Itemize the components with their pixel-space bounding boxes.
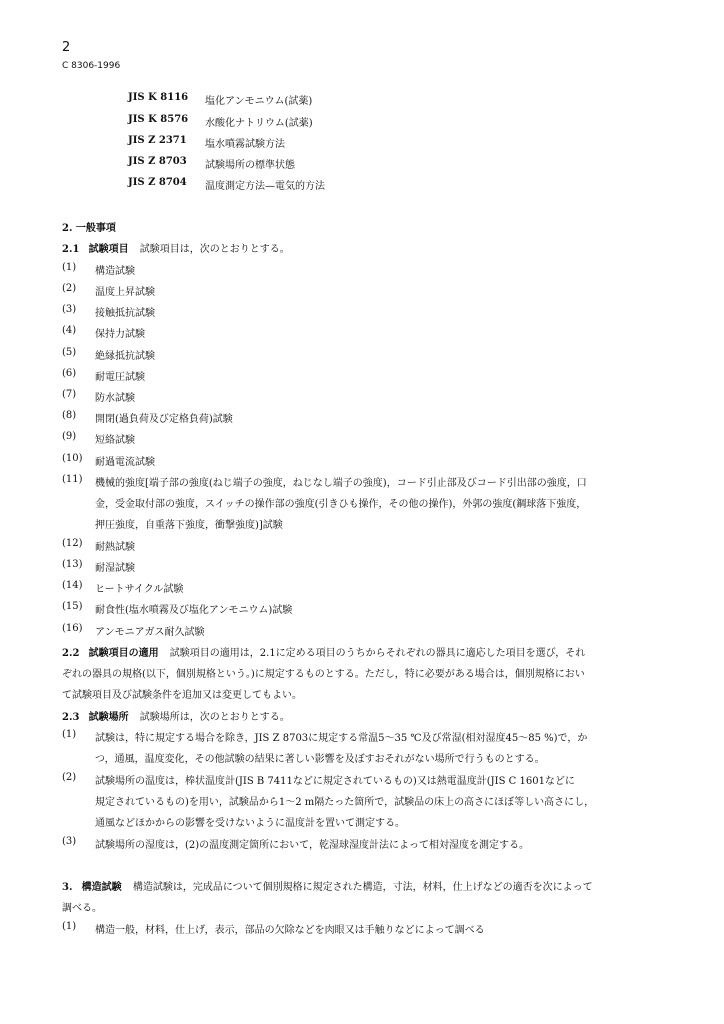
page-number: 2 xyxy=(62,40,71,55)
reference-title: 塩水噴霧試験方法 xyxy=(205,139,285,150)
list-item: 試験は，特に規定する場合を除き，JIS Z 8703に規定する常温5～35 ℃及び常湿(相対湿度45～85 %)で，か xyxy=(95,733,588,744)
list-item-number: (8) xyxy=(62,410,77,421)
list-item: 機械的強度[端子部の強度(ねじ端子の強度，ねじなし端子の強度)，コード引止部及びコード引出部の強度，口 xyxy=(95,478,587,489)
reference-code: JIS Z 2371 xyxy=(128,135,187,146)
list-item: 接触抵抗試験 xyxy=(95,308,155,319)
list-item: 保持力試験 xyxy=(95,329,145,340)
list-item: ヒートサイクル試験 xyxy=(95,584,184,595)
list-item-continuation: 金，受金取付部の強度，スイッチの操作部の強度(引きひも操作，その他の操作)，外郭の強度(鋼球落下強度， xyxy=(95,499,587,510)
list-item: アンモニアガス耐久試験 xyxy=(95,627,205,638)
list-item: 試験場所の温度は，棒状温度計(JIS B 7411などに規定されているもの)又は熱電温度計(JIS C 1601などに xyxy=(95,776,575,787)
clause-text: 試験項目は，次のとおりとする。 xyxy=(139,244,290,255)
list-item-number: (4) xyxy=(62,325,77,336)
clause-text: 試験項目の適用は，2.1に定める項目のうちからそれぞれの器具に適応した項目を選び，それ xyxy=(169,648,586,659)
list-item-continuation: つ，通風，温度変化，その他試験の結果に著しい影響を及ぼすおそれがない場所で行うものとする。 xyxy=(95,754,545,765)
list-item-number: (1) xyxy=(62,729,77,740)
list-item-number: (11) xyxy=(62,474,83,485)
reference-code: JIS Z 8704 xyxy=(128,177,187,188)
list-item-number: (2) xyxy=(62,283,77,294)
reference-title: 塩化アンモニウム(試薬) xyxy=(205,96,313,107)
clause-text: 試験場所は，次のとおりとする。 xyxy=(139,712,290,723)
list-item-number: (9) xyxy=(62,431,77,442)
clause-text-line: て試験項目及び試験条件を追加又は変更してもよい。 xyxy=(62,690,302,701)
list-item-number: (1) xyxy=(62,262,77,273)
list-item-number: (10) xyxy=(62,453,83,464)
list-item-number: (12) xyxy=(62,538,83,549)
list-item: 耐過電流試験 xyxy=(95,457,155,468)
list-item-continuation: 規定されているもの)を用い，試験品から1～2 m隔たった箇所で，試験品の床上の高さにほぼ等しい高さにし， xyxy=(95,797,595,808)
reference-title: 温度測定方法—電気的方法 xyxy=(205,181,325,192)
list-item-number: (6) xyxy=(62,368,77,379)
clause-title: 試験項目の適用 xyxy=(88,648,159,659)
list-item: 耐電圧試験 xyxy=(95,372,145,383)
section-text-line: 調べる。 xyxy=(62,903,102,914)
standard-number: C 8306-1996 xyxy=(62,61,121,71)
section-text: 構造試験は，完成品について個別規格に規定された構造，寸法，材料，仕上げなどの適否を次によって xyxy=(132,882,593,893)
list-item-number: (13) xyxy=(62,559,83,570)
clause-2-2 xyxy=(62,644,585,659)
reference-code: JIS K 8116 xyxy=(128,92,189,103)
list-item-number: (2) xyxy=(62,772,77,783)
section-3-heading xyxy=(62,878,593,893)
list-item-number: (14) xyxy=(62,580,83,591)
list-item: 耐熱試験 xyxy=(95,542,135,553)
section-2-heading: 2. 一般事項 xyxy=(62,223,116,234)
list-item: 耐食性(塩水噴霧及び塩化アンモニウム)試験 xyxy=(95,605,293,616)
clause-2-1 xyxy=(62,240,290,255)
list-item-number: (16) xyxy=(62,623,83,634)
clause-2-3 xyxy=(62,708,290,723)
list-item: 温度上昇試験 xyxy=(95,287,155,298)
list-item: 開閉(過負荷及び定格負荷)試験 xyxy=(95,414,233,425)
reference-title: 水酸化ナトリウム(試薬) xyxy=(205,118,313,129)
list-item-number: (3) xyxy=(62,304,77,315)
list-item: 試験場所の湿度は，(2)の温度測定箇所において，乾湿球湿度計法によって相対湿度を測定する。 xyxy=(95,840,529,851)
reference-code: JIS Z 8703 xyxy=(128,156,187,167)
list-item-number: (7) xyxy=(62,389,77,400)
list-item: 構造試験 xyxy=(95,266,135,277)
list-item-number: (5) xyxy=(62,347,77,358)
list-item-number: (3) xyxy=(62,836,77,847)
reference-title: 試験場所の標準状態 xyxy=(205,160,295,171)
section-number: 3. xyxy=(62,882,73,893)
clause-number: 2.3 xyxy=(62,712,80,723)
list-item: 防水試験 xyxy=(95,393,135,404)
list-item: 耐湿試験 xyxy=(95,563,135,574)
reference-code: JIS K 8576 xyxy=(128,114,189,125)
list-item-number: (15) xyxy=(62,601,83,612)
clause-number: 2.2 xyxy=(62,648,80,659)
list-item-number: (1) xyxy=(62,921,77,932)
list-item: 短絡試験 xyxy=(95,435,135,446)
clause-title: 試験場所 xyxy=(88,712,129,723)
list-item: 絶縁抵抗試験 xyxy=(95,351,155,362)
list-item-continuation: 通風などほかからの影響を受けないように温度計を置いて測定する。 xyxy=(95,818,405,829)
list-item: 構造一般，材料，仕上げ，表示，部品の欠除などを肉眼又は手触りなどによって調べる xyxy=(95,925,485,936)
clause-title: 試験項目 xyxy=(88,244,129,255)
list-item-continuation: 押圧強度，自重落下強度，衝撃強度)]試験 xyxy=(95,520,283,531)
clause-number: 2.1 xyxy=(62,244,80,255)
clause-text-line: ぞれの器具の規格(以下，個別規格という。)に規定するものとする。ただし，特に必要がある場合は，個別規格におい xyxy=(62,669,585,680)
section-title: 構造試験 xyxy=(81,882,122,893)
